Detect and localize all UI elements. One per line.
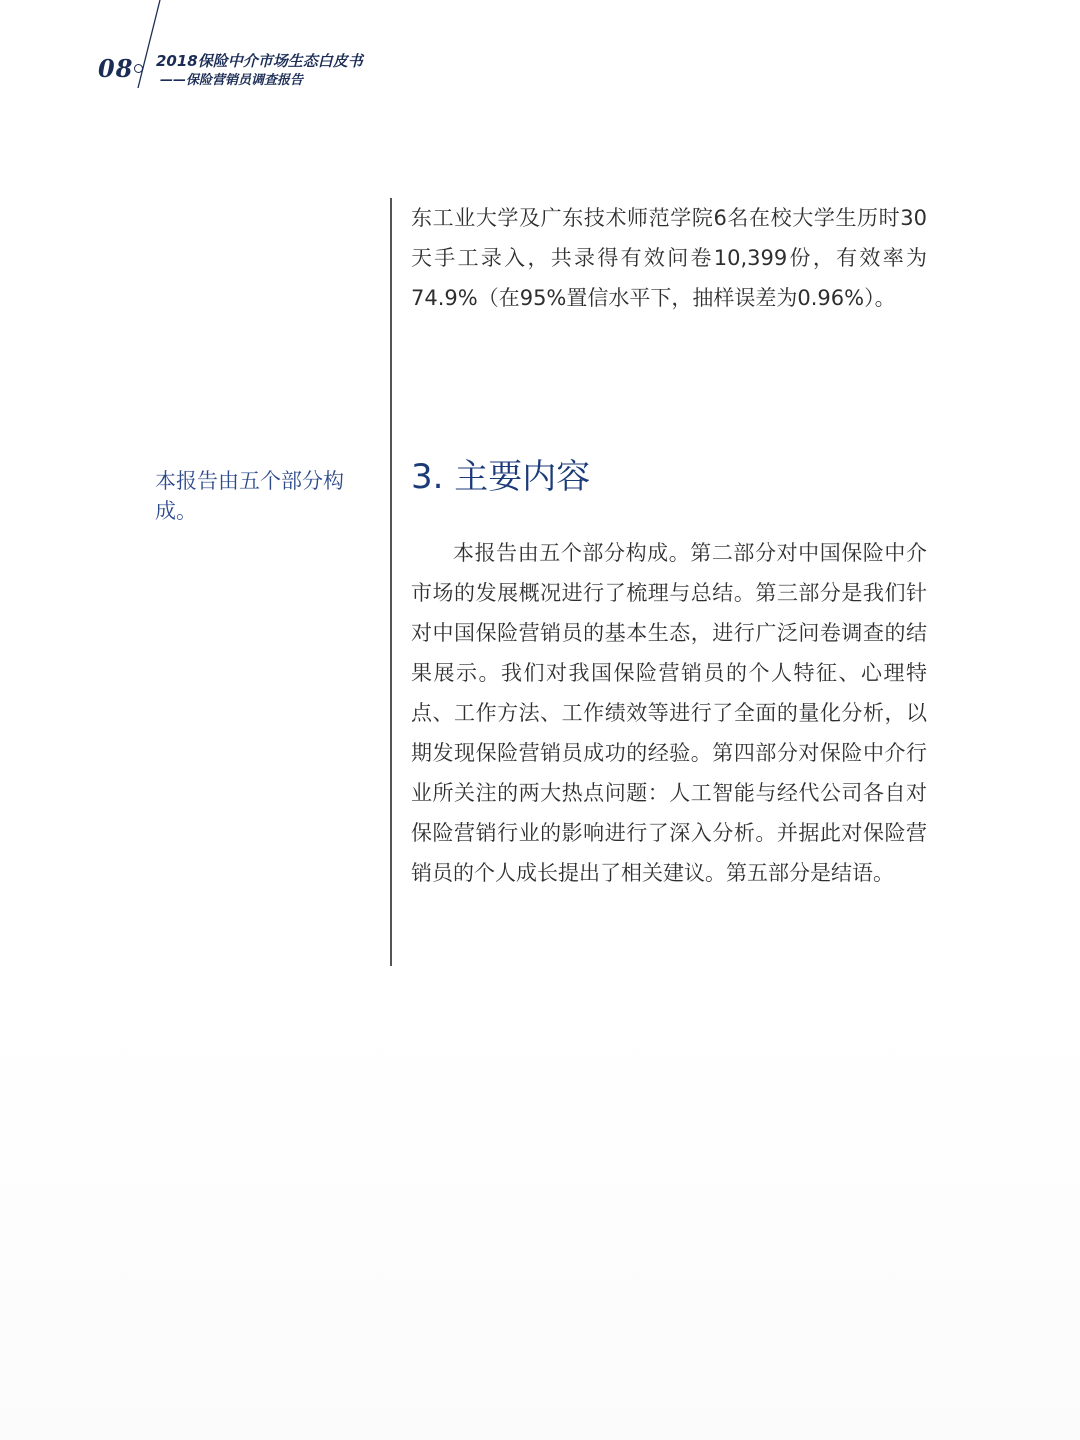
page-number: 08 xyxy=(98,54,134,83)
main-paragraph: 本报告由五个部分构成。第二部分对中国保险中介市场的发展概况进行了梳理与总结。第三部分是我们针对中国保险营销员的基本生态，进行广泛问卷调查的结果展示。我们对我国保险营销员的个人特征、心理特点、工作方法、工作绩效等进行了全面的量化分析，以期发现保险营销员成功的经验。第四部分对保险中介行业所关注的两大热点问题：人工智能与经代公司各自对保险营销行业的影响进行了深入分析。并据此对保险营销员的个人成长提出了相关建议。第五部分是结语。 xyxy=(411,541,927,885)
header-circle-ornament xyxy=(134,64,143,73)
running-header-subtitle: ——保险营销员调查报告 xyxy=(160,73,304,88)
section-heading: 3. 主要内容 xyxy=(411,457,591,497)
margin-sidenote: 本报告由五个部分构成。 xyxy=(155,469,344,523)
column-divider xyxy=(390,198,392,966)
intro-paragraph: 东工业大学及广东技术师范学院6名在校大学生历时30天手工录入，共录得有效问卷10,399份，有效率为74.9%（在95%置信水平下，抽样误差为0.96%）。 xyxy=(411,206,927,310)
running-header-title: 2018保险中介市场生态白皮书 xyxy=(156,52,363,70)
